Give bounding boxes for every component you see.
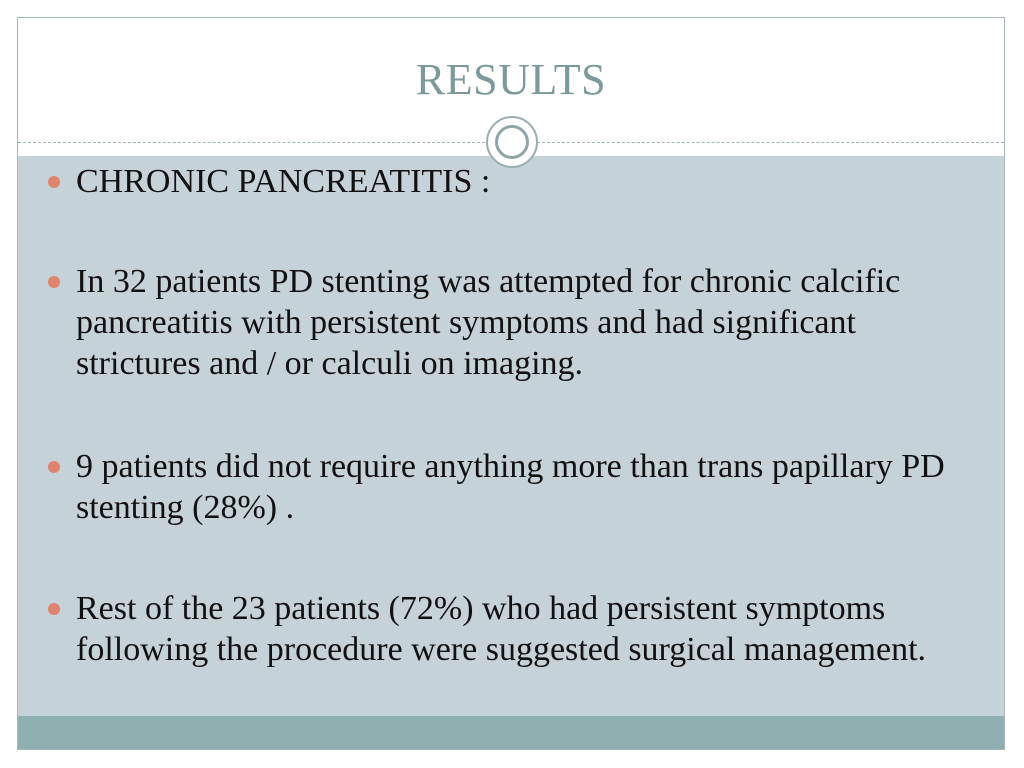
bullet-text: In 32 patients PD stenting was attempted for chronic calcific pancreatitis with persistent symptoms and had significant strictures and / or calculi on imaging.: [76, 263, 901, 382]
slide-content: [18, 18, 1004, 749]
bullet-dot-icon: [48, 461, 60, 473]
bullet-item-3: [48, 446, 978, 528]
bullet-dot-icon: [48, 276, 60, 288]
bullet-dot-icon: [48, 176, 60, 188]
slide-title: RESULTS: [415, 55, 607, 104]
slide: [17, 17, 1005, 750]
bullet-text: 9 patients did not require anything more than trans papillary PD stenting (28%) .: [76, 448, 945, 526]
bullet-text: Rest of the 23 patients (72%) who had persistent symptoms following the procedure were suggested surgical management.: [76, 590, 927, 668]
bullet-item-2: [48, 261, 978, 384]
bullet-dot-icon: [48, 603, 60, 615]
bullet-text: CHRONIC PANCREATITIS :: [76, 163, 491, 200]
bullet-item-1: [48, 161, 978, 202]
bullet-item-4: [48, 588, 978, 670]
